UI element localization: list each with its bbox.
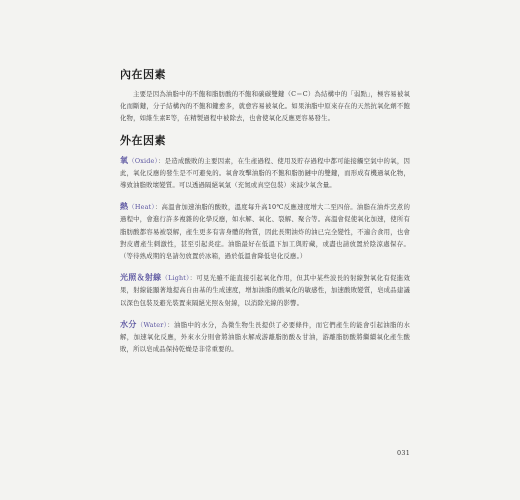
light-entry — [120, 271, 410, 309]
heat-term: 熱 — [120, 201, 129, 212]
light-term-en: （Light） — [161, 274, 190, 283]
oxygen-term: 氧 — [120, 154, 129, 165]
page-number: 031 — [397, 449, 411, 457]
oxygen-entry — [120, 154, 410, 192]
internal-factors-heading: 內在因素 — [120, 68, 166, 81]
water-entry — [120, 318, 410, 356]
water-text: ：油脂中的水分，為微生物生長提供了必要條件，而它們產生的能會引起油脂的水解，加速氧化反應，外來水分則會將油脂水解成游離脂肪酸＆甘油，游離脂肪酸將繼續氧化產生酸敗，所以皂成品保持乾燥是非常重要的。 — [120, 320, 410, 354]
water-term: 水分 — [120, 318, 137, 329]
external-factors-heading: 外在因素 — [120, 133, 166, 147]
internal-factors-paragraph: 主要是因為油脂中的不飽和脂肪酸的不飽和碳碳雙鍵（C＝C）為結構中的「弱點」，極容易被氧化而斷鍵，分子結構內的不飽和鍵愈多，就愈容易被氧化。如果油脂中原來存在的天然抗氧化劑不飽化物，如維生素E等，在精製過程中被除去，也會使氧化反應更容易發生。 — [120, 90, 410, 123]
heat-term-en: （Heat） — [128, 203, 155, 212]
heat-entry — [120, 200, 410, 262]
heat-text: ：高溫會加速油脂的酸敗，溫度每升高10℃反應速度增大二至四倍。油脂在油炸烹煮的過程中，會進行許多複雜的化學反應，如水解、氧化、裂解、聚合等。高溫會促使氧化加速，使所有脂肪酸都容易被裂解，產生更多有害身體的物質，因此長期油炸的油已完全變性，不適合食用，也會對皮膚產生刺激性，甚至引起炎症。油脂最好在低溫下加工與貯藏，或盡也請放置於陰涼處保存。（等待熟成期的皂請勿放置於冰箱，過於低溫會降低皂化反應。） — [120, 203, 410, 261]
oxygen-text: ：是造成酸敗的主要因素，在生產過程、使用及貯存過程中都可能接觸空氣中的氧，因此，氧化反應的發生是不可避免的。氧會攻擊油脂的不飽和脂肪鏈中的雙鍵，而形成有機過氧化物，導致油脂敗壞變質。可以透過隔絕氧氣（充氮或真空包裝）來減少氧含量。 — [120, 156, 410, 190]
page-content — [120, 68, 410, 359]
water-term-en: （Water） — [136, 320, 168, 329]
light-term: 光照＆射線 — [120, 272, 162, 283]
light-text: ：可見光雖不能直接引起氧化作用，但其中某些波長的射線對氧化有促進效果，射線能顯著地提高自由基的生成速度，增加油脂的酸氧化的敏感性，加速酸敗變質，皂成品建議以深色包裝及避光裝置來隔絕光照＆射線，以消除光線的影響。 — [120, 274, 410, 307]
oxygen-term-en: （Oxide） — [128, 156, 158, 165]
